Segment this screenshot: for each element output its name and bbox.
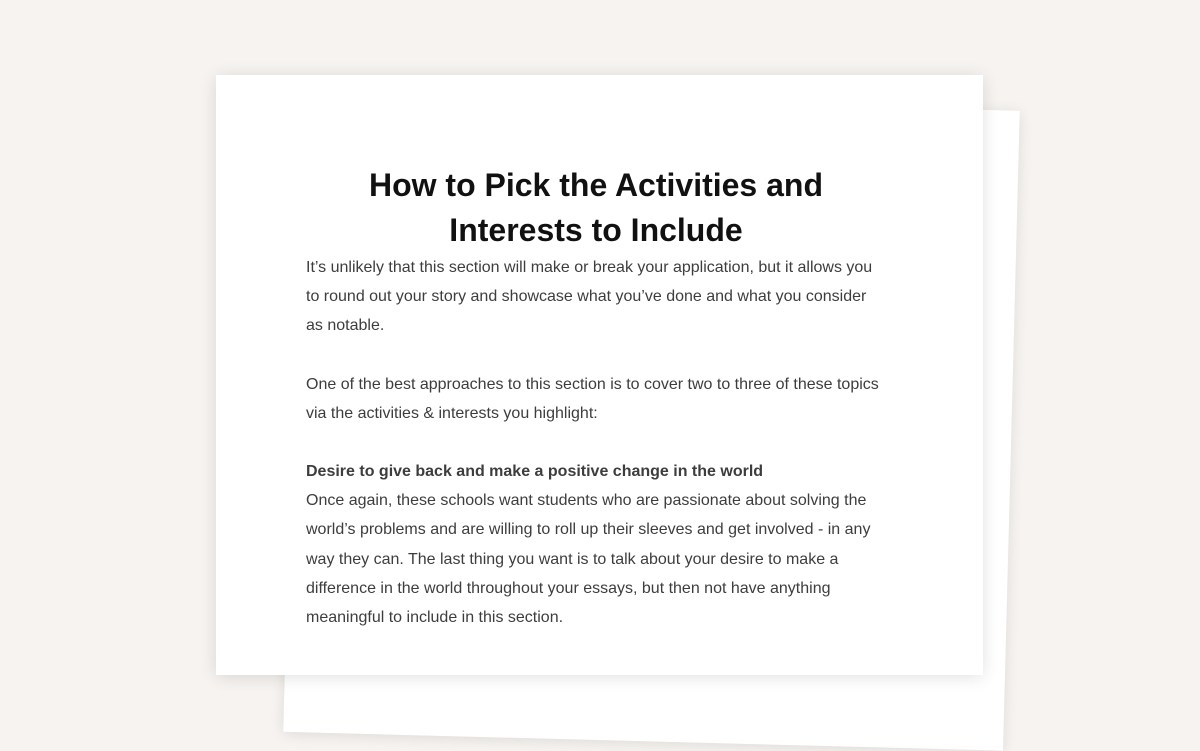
title-line-2: Interests to Include <box>449 212 743 248</box>
document-content <box>306 163 886 632</box>
approach-paragraph: One of the best approaches to this section is to cover two to three of these topics via the activities & interests you highlight: <box>306 375 879 422</box>
title-line-1: How to Pick the Activities and <box>368 167 823 203</box>
document-page <box>216 75 983 675</box>
give-back-paragraph: Once again, these schools want students who are passionate about solving the world’s problems and are willing to roll up their sleeves and get involved - in any way they can. The last thing you want is to talk about your desire to make a difference in the world throughout your essays, but then not have anything meaningful to include in this section. <box>306 492 871 627</box>
document-title <box>306 163 886 253</box>
intro-paragraph: It’s unlikely that this section will make or break your application, but it allows you to round out your story and showcase what you’ve done and what you consider as notable. <box>306 259 873 335</box>
section-heading: Desire to give back and make a positive change in the world <box>306 463 764 481</box>
